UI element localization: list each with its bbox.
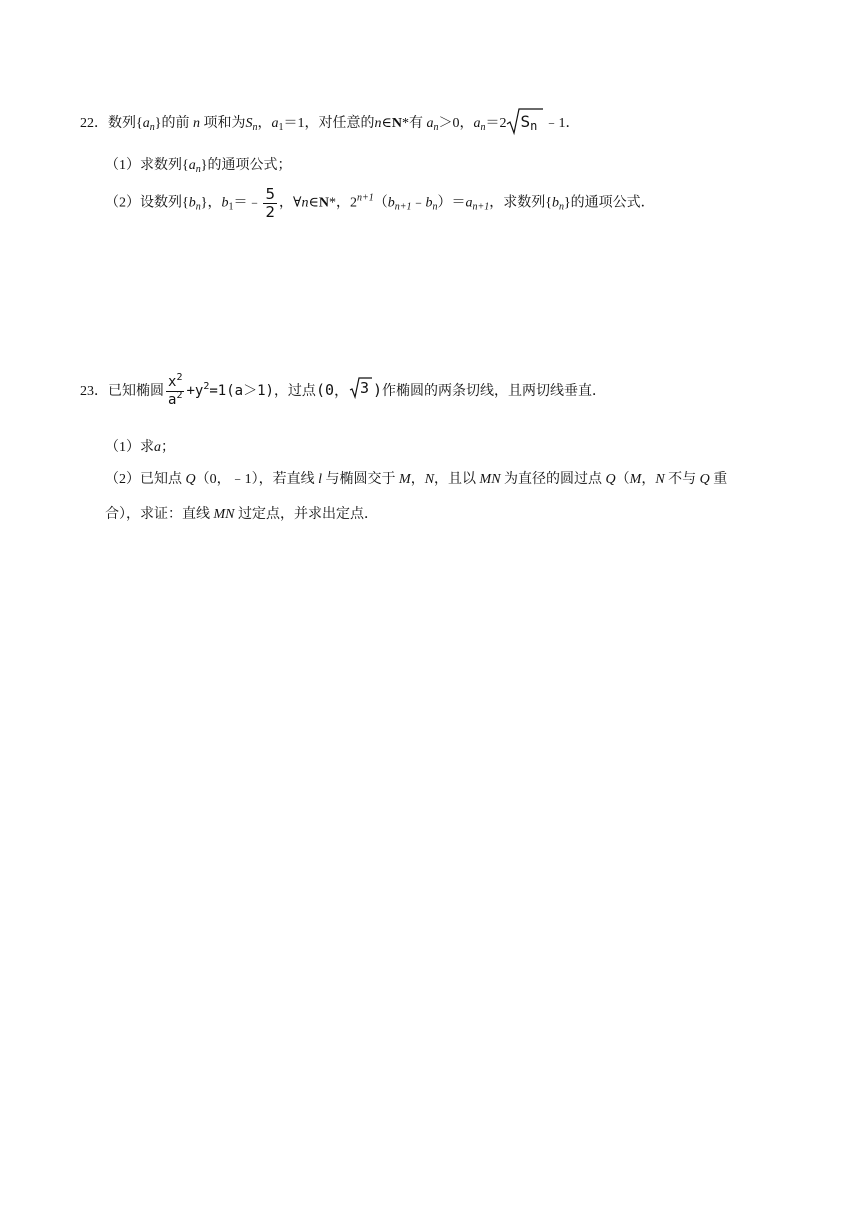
fraction-5-over-2: $\frac{5}{2}$	[265, 185, 276, 221]
problem-23-stem: 23．已知椭圆 $\frac{x^2}{a^2}$ $+y^2=1(a>1)$，过点(0， 3 )作椭圆的两条切线，且两切线垂直．	[80, 372, 607, 409]
ellipse-equation: $+y^2=1(a>1)$	[186, 381, 274, 399]
sqrt-3: 3	[349, 376, 373, 400]
problem-22-part-1: （1）求数列$\{a_n\}$的通项公式；	[105, 158, 292, 175]
problem-number: 23．	[80, 384, 108, 399]
sqrt-sn: $S_n$	[506, 106, 544, 136]
point-coordinates: (0， 3 )	[316, 381, 382, 399]
problem-23-part-1: （1）求a；	[105, 440, 175, 455]
ellipse-fraction: $\frac{x^2}{a^2}$	[168, 372, 183, 409]
problem-23-part-2-line-1: （2）已知点 Q（0，﹣1），若直线 l 与椭圆交于 M，N，且以 MN 为直径的圆过点 Q（M，N 不与 Q 重	[105, 472, 728, 487]
problem-23-part-2-line-2: 合），求证：直线 MN 过定点，并求出定点．	[105, 507, 378, 522]
problem-number: 22．	[80, 116, 108, 132]
problem-22-part-2: （2）设数列$\{b_n\}$，$b_1=﹣$ $\frac{5}{2}$ ，∀n∈N*，$2^{n+1}(b_{n+1}﹣b_n)=a_{n+1}$，求数列$\{b_n\}$的通项公式．	[105, 185, 655, 221]
problem-22-stem: 22．数列$\{a_n\}$的前 n 项和为$S_n$，$a_1=1$，对任意的n∈N*有 $a_n>0$，$a_n=2$ $S_n$ ﹣1．	[80, 112, 579, 136]
